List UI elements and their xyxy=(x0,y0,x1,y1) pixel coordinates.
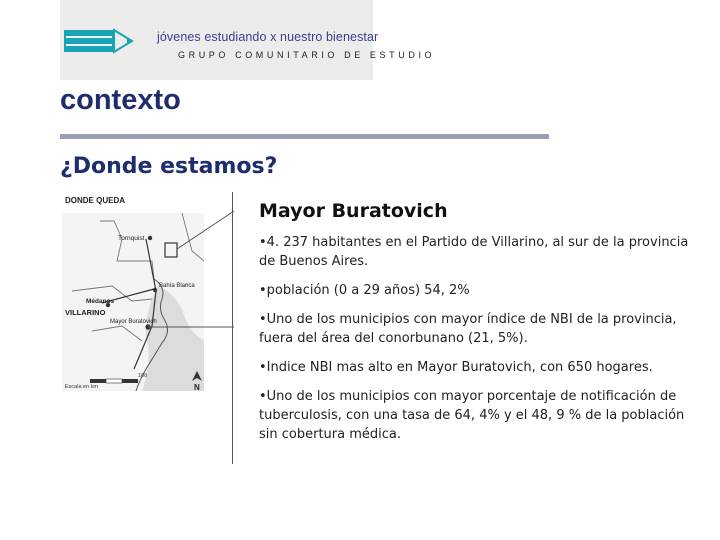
location-heading: Mayor Buratovich xyxy=(259,200,448,222)
north-icon: N xyxy=(194,383,200,391)
logo-tagline: jóvenes estudiando x nuestro bienestar xyxy=(157,30,379,44)
map-scale-end: 100 xyxy=(138,373,148,379)
title-divider xyxy=(60,134,549,139)
slide-question: ¿Donde estamos? xyxy=(60,154,278,179)
bullet-nbi-index: •Uno de los municipios con mayor índice de NBI de la provincia, fuera del área del conorbunano (21, 5%). xyxy=(259,312,677,346)
bullet-population: •4. 237 habitantes en el Partido de Villarino, al sur de la provincia de Buenos Aires. xyxy=(259,235,689,269)
logo-group-name: GRUPO COMUNITARIO DE ESTUDIO xyxy=(178,50,436,60)
bullet-nbi-households: •Indice NBI mas alto en Mayor Buratovich, con 650 hogares. xyxy=(259,360,653,375)
map-place-mayor-buratovich: Mayor Buratovich xyxy=(110,319,157,325)
logo xyxy=(60,0,436,80)
bullet-tuberculosis: •Uno de los municipios con mayor porcentaje de notificación de tuberculosis, con una tasa de 64, 4% y el 48, 9 % de la población sin cobertura médica. xyxy=(259,389,685,442)
section-title: contexto xyxy=(60,84,181,116)
map-place-bahia-blanca: Bahía Blanca xyxy=(159,283,195,289)
map-scale-label: Escala en km xyxy=(65,384,99,390)
callout-line xyxy=(62,191,237,351)
map-place-villarino: VILLARINO xyxy=(65,308,106,317)
map-title: DONDE QUEDA xyxy=(65,196,126,205)
map-place-tornquist: Tornquist xyxy=(118,235,145,242)
bullet-youth: •población (0 a 29 años) 54, 2% xyxy=(259,283,470,298)
content-column xyxy=(259,200,691,454)
vertical-divider xyxy=(232,192,233,464)
pencil-icon xyxy=(64,24,136,58)
map-place-medanos: Médanos xyxy=(86,298,115,305)
